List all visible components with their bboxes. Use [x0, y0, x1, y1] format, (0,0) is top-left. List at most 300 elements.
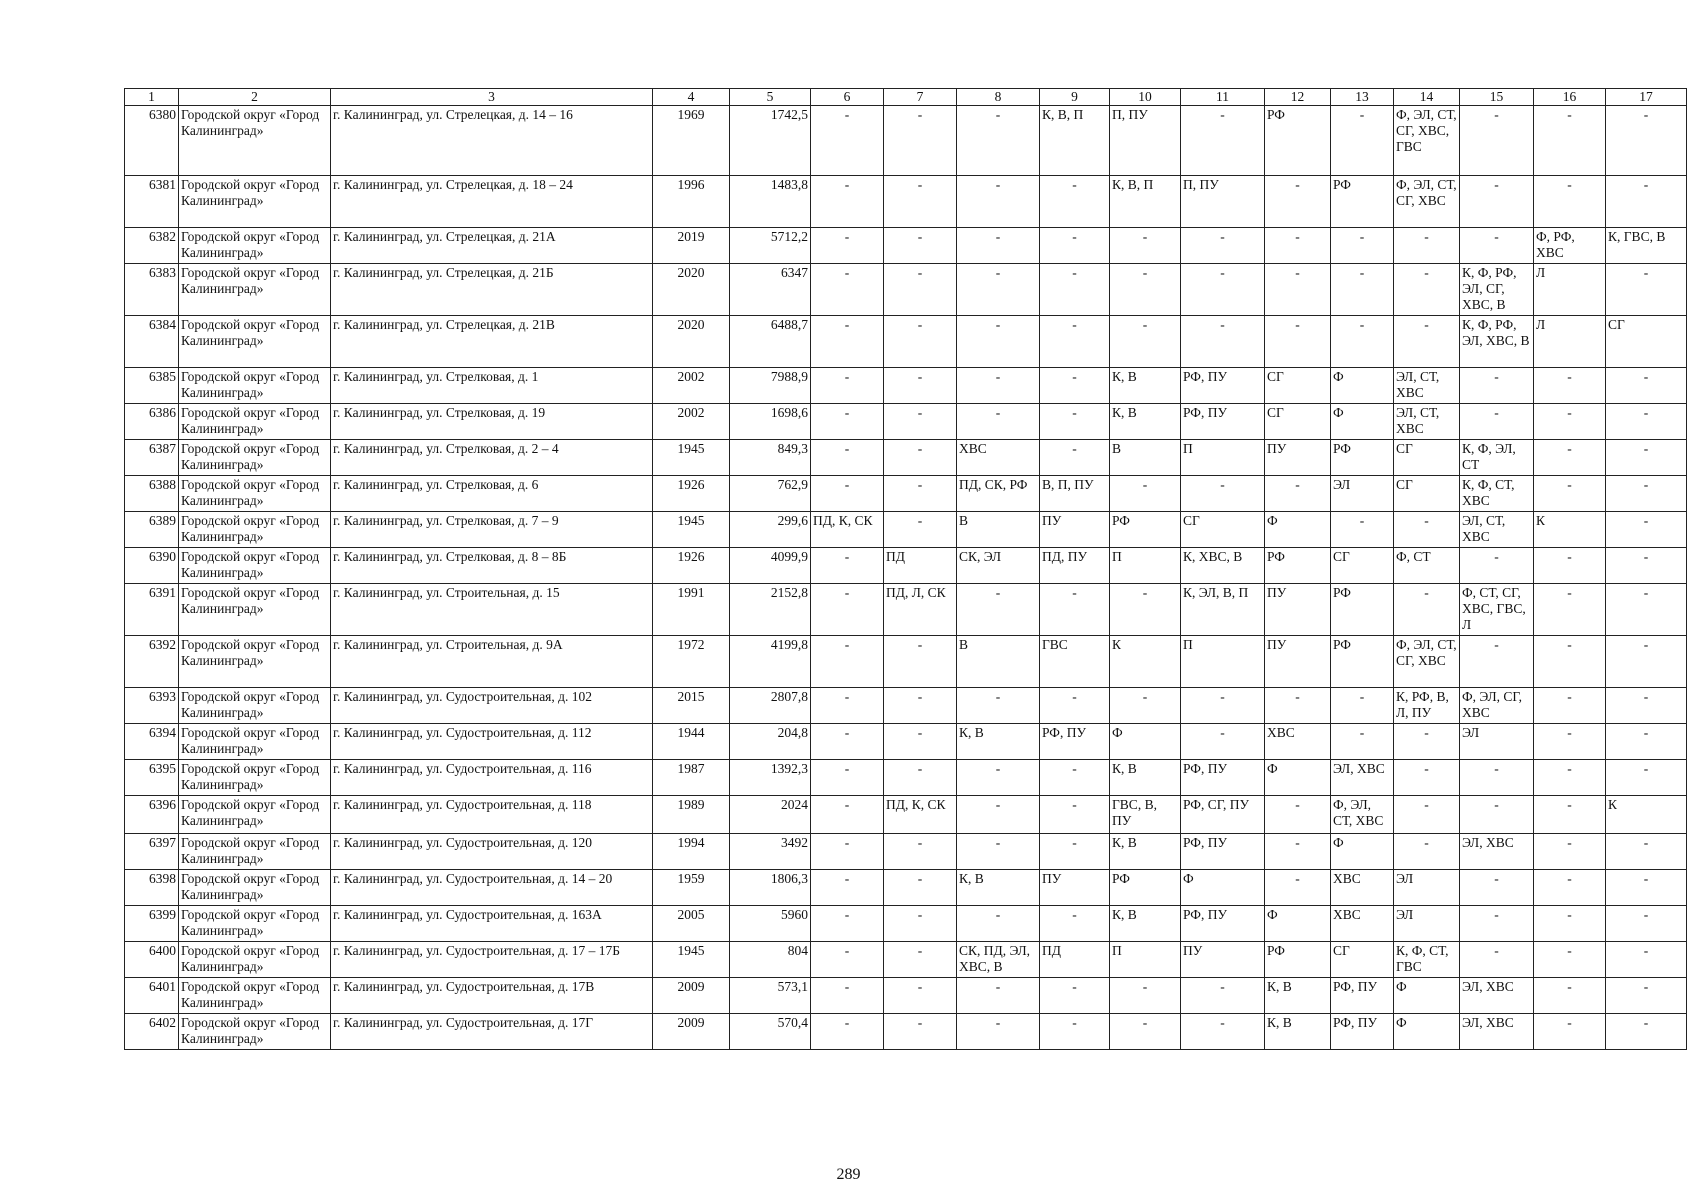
cell-col-13: РФ, ПУ [1331, 978, 1394, 1014]
cell-col-1: 6382 [125, 228, 179, 264]
cell-col-1: 6398 [125, 870, 179, 906]
cell-col-4: 1945 [653, 440, 730, 476]
cell-col-16: - [1534, 636, 1606, 688]
buildings-table [124, 88, 1687, 1050]
table-row [125, 264, 1687, 316]
cell-col-1: 6385 [125, 368, 179, 404]
cell-col-15: ЭЛ [1460, 724, 1534, 760]
cell-col-7: - [884, 476, 957, 512]
cell-col-11: - [1181, 316, 1265, 368]
cell-col-10: - [1110, 316, 1181, 368]
cell-col-6: - [811, 476, 884, 512]
cell-col-9: - [1040, 316, 1110, 368]
cell-col-8: - [957, 264, 1040, 316]
cell-col-5: 6347 [730, 264, 811, 316]
cell-col-15: - [1460, 942, 1534, 978]
cell-col-3: г. Калининград, ул. Стрелецкая, д. 21В [331, 316, 653, 368]
cell-col-5: 5712,2 [730, 228, 811, 264]
cell-col-3: г. Калининград, ул. Судостроительная, д. 14 – 20 [331, 870, 653, 906]
table-row [125, 548, 1687, 584]
cell-col-17: - [1606, 636, 1687, 688]
cell-col-14: ЭЛ [1394, 870, 1460, 906]
cell-col-2: Городской округ «Город Калининград» [179, 476, 331, 512]
cell-col-12: ПУ [1265, 636, 1331, 688]
cell-col-14: ЭЛ, СТ, ХВС [1394, 404, 1460, 440]
table-row [125, 228, 1687, 264]
cell-col-1: 6386 [125, 404, 179, 440]
cell-col-5: 2807,8 [730, 688, 811, 724]
cell-col-10: РФ [1110, 870, 1181, 906]
cell-col-10: К, В [1110, 834, 1181, 870]
cell-col-1: 6390 [125, 548, 179, 584]
cell-col-12: - [1265, 476, 1331, 512]
cell-col-15: - [1460, 176, 1534, 228]
cell-col-3: г. Калининград, ул. Судостроительная, д. 17 – 17Б [331, 942, 653, 978]
cell-col-12: ПУ [1265, 584, 1331, 636]
cell-col-3: г. Калининград, ул. Стрелецкая, д. 21А [331, 228, 653, 264]
cell-col-9: - [1040, 906, 1110, 942]
cell-col-13: - [1331, 724, 1394, 760]
column-header-9: 9 [1040, 89, 1110, 106]
cell-col-15: - [1460, 548, 1534, 584]
cell-col-6: - [811, 942, 884, 978]
cell-col-16: Ф, РФ, ХВС [1534, 228, 1606, 264]
cell-col-11: - [1181, 264, 1265, 316]
cell-col-17: - [1606, 942, 1687, 978]
cell-col-14: Ф, ЭЛ, СТ, СГ, ХВС [1394, 636, 1460, 688]
cell-col-7: ПД, Л, СК [884, 584, 957, 636]
table-row [125, 368, 1687, 404]
cell-col-15: - [1460, 106, 1534, 176]
cell-col-10: - [1110, 264, 1181, 316]
cell-col-16: - [1534, 106, 1606, 176]
cell-col-5: 573,1 [730, 978, 811, 1014]
cell-col-4: 1972 [653, 636, 730, 688]
cell-col-17: - [1606, 404, 1687, 440]
cell-col-14: ЭЛ, СТ, ХВС [1394, 368, 1460, 404]
cell-col-13: - [1331, 264, 1394, 316]
cell-col-7: - [884, 760, 957, 796]
cell-col-7: - [884, 264, 957, 316]
cell-col-3: г. Калининград, ул. Судостроительная, д. 120 [331, 834, 653, 870]
cell-col-12: Ф [1265, 906, 1331, 942]
cell-col-2: Городской округ «Город Калининград» [179, 316, 331, 368]
cell-col-11: - [1181, 688, 1265, 724]
cell-col-5: 762,9 [730, 476, 811, 512]
cell-col-5: 2152,8 [730, 584, 811, 636]
cell-col-7: - [884, 316, 957, 368]
column-header-5: 5 [730, 89, 811, 106]
cell-col-11: РФ, СГ, ПУ [1181, 796, 1265, 834]
cell-col-15: - [1460, 404, 1534, 440]
cell-col-8: - [957, 584, 1040, 636]
cell-col-13: Ф [1331, 834, 1394, 870]
cell-col-4: 2009 [653, 978, 730, 1014]
cell-col-1: 6383 [125, 264, 179, 316]
cell-col-17: - [1606, 906, 1687, 942]
table-row [125, 942, 1687, 978]
cell-col-12: - [1265, 870, 1331, 906]
cell-col-5: 1698,6 [730, 404, 811, 440]
cell-col-12: К, В [1265, 1014, 1331, 1050]
cell-col-17: - [1606, 724, 1687, 760]
cell-col-6: - [811, 228, 884, 264]
cell-col-17: - [1606, 440, 1687, 476]
cell-col-9: ПД [1040, 942, 1110, 978]
cell-col-11: РФ, ПУ [1181, 906, 1265, 942]
cell-col-13: ЭЛ [1331, 476, 1394, 512]
cell-col-9: РФ, ПУ [1040, 724, 1110, 760]
cell-col-6: - [811, 264, 884, 316]
cell-col-7: - [884, 228, 957, 264]
page-number: 289 [836, 1166, 861, 1183]
cell-col-2: Городской округ «Город Калининград» [179, 636, 331, 688]
cell-col-4: 1996 [653, 176, 730, 228]
cell-col-9: ПУ [1040, 512, 1110, 548]
cell-col-1: 6396 [125, 796, 179, 834]
cell-col-16: - [1534, 368, 1606, 404]
cell-col-7: - [884, 870, 957, 906]
cell-col-9: - [1040, 404, 1110, 440]
cell-col-4: 1944 [653, 724, 730, 760]
cell-col-6: ПД, К, СК [811, 512, 884, 548]
cell-col-13: ХВС [1331, 870, 1394, 906]
cell-col-2: Городской округ «Город Калининград» [179, 368, 331, 404]
cell-col-6: - [811, 440, 884, 476]
cell-col-9: ПД, ПУ [1040, 548, 1110, 584]
cell-col-2: Городской округ «Город Калининград» [179, 978, 331, 1014]
cell-col-16: - [1534, 584, 1606, 636]
cell-col-12: РФ [1265, 548, 1331, 584]
cell-col-6: - [811, 760, 884, 796]
cell-col-7: ПД, К, СК [884, 796, 957, 834]
cell-col-15: ЭЛ, ХВС [1460, 834, 1534, 870]
cell-col-2: Городской округ «Город Калининград» [179, 906, 331, 942]
cell-col-9: - [1040, 796, 1110, 834]
cell-col-7: - [884, 440, 957, 476]
cell-col-8: ПД, СК, РФ [957, 476, 1040, 512]
cell-col-16: - [1534, 548, 1606, 584]
cell-col-7: - [884, 368, 957, 404]
cell-col-13: РФ [1331, 584, 1394, 636]
cell-col-1: 6389 [125, 512, 179, 548]
column-header-10: 10 [1110, 89, 1181, 106]
cell-col-14: Ф [1394, 978, 1460, 1014]
cell-col-14: - [1394, 316, 1460, 368]
cell-col-12: - [1265, 688, 1331, 724]
cell-col-5: 5960 [730, 906, 811, 942]
cell-col-17: - [1606, 176, 1687, 228]
cell-col-15: К, Ф, РФ, ЭЛ, ХВС, В [1460, 316, 1534, 368]
cell-col-13: Ф [1331, 368, 1394, 404]
table-header-row [125, 89, 1687, 106]
cell-col-6: - [811, 584, 884, 636]
cell-col-3: г. Калининград, ул. Стрелецкая, д. 14 – 16 [331, 106, 653, 176]
cell-col-3: г. Калининград, ул. Судостроительная, д. 17Г [331, 1014, 653, 1050]
cell-col-12: РФ [1265, 942, 1331, 978]
table-row [125, 870, 1687, 906]
cell-col-16: - [1534, 404, 1606, 440]
cell-col-6: - [811, 978, 884, 1014]
cell-col-10: П [1110, 942, 1181, 978]
cell-col-10: К, В, П [1110, 176, 1181, 228]
cell-col-1: 6381 [125, 176, 179, 228]
cell-col-2: Городской округ «Город Калининград» [179, 1014, 331, 1050]
cell-col-14: - [1394, 264, 1460, 316]
cell-col-2: Городской округ «Город Калининград» [179, 688, 331, 724]
cell-col-17: К, ГВС, В [1606, 228, 1687, 264]
cell-col-10: П, ПУ [1110, 106, 1181, 176]
cell-col-14: СГ [1394, 440, 1460, 476]
cell-col-11: П [1181, 636, 1265, 688]
cell-col-4: 1945 [653, 942, 730, 978]
cell-col-16: - [1534, 176, 1606, 228]
cell-col-5: 570,4 [730, 1014, 811, 1050]
cell-col-4: 1987 [653, 760, 730, 796]
cell-col-9: - [1040, 368, 1110, 404]
cell-col-3: г. Калининград, ул. Стрелковая, д. 2 – 4 [331, 440, 653, 476]
cell-col-15: - [1460, 636, 1534, 688]
cell-col-4: 1959 [653, 870, 730, 906]
cell-col-5: 1483,8 [730, 176, 811, 228]
cell-col-4: 1994 [653, 834, 730, 870]
cell-col-13: ХВС [1331, 906, 1394, 942]
cell-col-16: Л [1534, 264, 1606, 316]
cell-col-7: - [884, 176, 957, 228]
column-header-6: 6 [811, 89, 884, 106]
cell-col-15: ЭЛ, ХВС [1460, 978, 1534, 1014]
cell-col-2: Городской округ «Город Калининград» [179, 404, 331, 440]
table-row [125, 688, 1687, 724]
cell-col-11: - [1181, 1014, 1265, 1050]
cell-col-16: - [1534, 942, 1606, 978]
cell-col-16: - [1534, 906, 1606, 942]
cell-col-15: ЭЛ, ХВС [1460, 1014, 1534, 1050]
cell-col-15: - [1460, 368, 1534, 404]
cell-col-6: - [811, 548, 884, 584]
cell-col-1: 6400 [125, 942, 179, 978]
cell-col-4: 2020 [653, 316, 730, 368]
cell-col-16: К [1534, 512, 1606, 548]
cell-col-12: - [1265, 796, 1331, 834]
cell-col-11: РФ, ПУ [1181, 834, 1265, 870]
cell-col-5: 1392,3 [730, 760, 811, 796]
cell-col-5: 6488,7 [730, 316, 811, 368]
cell-col-5: 3492 [730, 834, 811, 870]
cell-col-15: К, Ф, СТ, ХВС [1460, 476, 1534, 512]
cell-col-17: - [1606, 978, 1687, 1014]
cell-col-10: К, В [1110, 760, 1181, 796]
cell-col-4: 1926 [653, 548, 730, 584]
cell-col-4: 2005 [653, 906, 730, 942]
cell-col-8: В [957, 512, 1040, 548]
cell-col-14: - [1394, 512, 1460, 548]
cell-col-6: - [811, 688, 884, 724]
cell-col-5: 1742,5 [730, 106, 811, 176]
cell-col-17: - [1606, 476, 1687, 512]
table-body [125, 106, 1687, 1050]
cell-col-10: - [1110, 1014, 1181, 1050]
cell-col-6: - [811, 636, 884, 688]
cell-col-2: Городской округ «Город Калининград» [179, 760, 331, 796]
cell-col-14: К, РФ, В, Л, ПУ [1394, 688, 1460, 724]
cell-col-2: Городской округ «Город Калининград» [179, 176, 331, 228]
cell-col-9: - [1040, 1014, 1110, 1050]
cell-col-1: 6388 [125, 476, 179, 512]
cell-col-4: 2009 [653, 1014, 730, 1050]
cell-col-14: ЭЛ [1394, 906, 1460, 942]
cell-col-10: К, В [1110, 906, 1181, 942]
cell-col-8: - [957, 834, 1040, 870]
cell-col-13: - [1331, 228, 1394, 264]
cell-col-14: Ф [1394, 1014, 1460, 1050]
cell-col-8: - [957, 760, 1040, 796]
cell-col-16: - [1534, 760, 1606, 796]
cell-col-9: - [1040, 834, 1110, 870]
cell-col-14: - [1394, 834, 1460, 870]
cell-col-11: П, ПУ [1181, 176, 1265, 228]
cell-col-17: - [1606, 1014, 1687, 1050]
cell-col-14: Ф, СТ [1394, 548, 1460, 584]
table-row [125, 512, 1687, 548]
cell-col-10: - [1110, 476, 1181, 512]
cell-col-11: К, ХВС, В [1181, 548, 1265, 584]
table-row [125, 440, 1687, 476]
cell-col-6: - [811, 834, 884, 870]
cell-col-3: г. Калининград, ул. Строительная, д. 9А [331, 636, 653, 688]
cell-col-8: - [957, 1014, 1040, 1050]
cell-col-14: - [1394, 724, 1460, 760]
cell-col-6: - [811, 176, 884, 228]
column-header-7: 7 [884, 89, 957, 106]
cell-col-4: 1926 [653, 476, 730, 512]
cell-col-17: - [1606, 512, 1687, 548]
cell-col-5: 7988,9 [730, 368, 811, 404]
cell-col-14: СГ [1394, 476, 1460, 512]
cell-col-5: 804 [730, 942, 811, 978]
cell-col-17: - [1606, 548, 1687, 584]
cell-col-8: ХВС [957, 440, 1040, 476]
cell-col-7: - [884, 942, 957, 978]
cell-col-2: Городской округ «Город Калининград» [179, 942, 331, 978]
cell-col-1: 6401 [125, 978, 179, 1014]
cell-col-14: - [1394, 584, 1460, 636]
cell-col-8: - [957, 796, 1040, 834]
cell-col-3: г. Калининград, ул. Судостроительная, д. 116 [331, 760, 653, 796]
cell-col-17: - [1606, 834, 1687, 870]
cell-col-17: - [1606, 106, 1687, 176]
cell-col-8: - [957, 688, 1040, 724]
cell-col-1: 6402 [125, 1014, 179, 1050]
cell-col-8: СК, ПД, ЭЛ, ХВС, В [957, 942, 1040, 978]
cell-col-1: 6397 [125, 834, 179, 870]
cell-col-3: г. Калининград, ул. Судостроительная, д. 112 [331, 724, 653, 760]
cell-col-2: Городской округ «Город Калининград» [179, 106, 331, 176]
cell-col-14: Ф, ЭЛ, СТ, СГ, ХВС [1394, 176, 1460, 228]
cell-col-8: - [957, 404, 1040, 440]
cell-col-14: Ф, ЭЛ, СТ, СГ, ХВС, ГВС [1394, 106, 1460, 176]
cell-col-6: - [811, 316, 884, 368]
cell-col-5: 204,8 [730, 724, 811, 760]
table-row [125, 796, 1687, 834]
cell-col-12: ХВС [1265, 724, 1331, 760]
column-header-1: 1 [125, 89, 179, 106]
cell-col-12: - [1265, 264, 1331, 316]
cell-col-13: Ф, ЭЛ, СТ, ХВС [1331, 796, 1394, 834]
cell-col-6: - [811, 404, 884, 440]
cell-col-17: - [1606, 264, 1687, 316]
table-row [125, 476, 1687, 512]
cell-col-5: 4199,8 [730, 636, 811, 688]
table-row [125, 176, 1687, 228]
cell-col-1: 6394 [125, 724, 179, 760]
cell-col-10: РФ [1110, 512, 1181, 548]
cell-col-3: г. Калининград, ул. Строительная, д. 15 [331, 584, 653, 636]
cell-col-3: г. Калининград, ул. Стрелецкая, д. 18 – 24 [331, 176, 653, 228]
cell-col-10: - [1110, 688, 1181, 724]
cell-col-6: - [811, 724, 884, 760]
cell-col-8: К, В [957, 870, 1040, 906]
cell-col-9: В, П, ПУ [1040, 476, 1110, 512]
cell-col-8: - [957, 368, 1040, 404]
cell-col-3: г. Калининград, ул. Судостроительная, д. 102 [331, 688, 653, 724]
cell-col-11: РФ, ПУ [1181, 760, 1265, 796]
cell-col-4: 2002 [653, 368, 730, 404]
cell-col-11: - [1181, 106, 1265, 176]
cell-col-1: 6395 [125, 760, 179, 796]
cell-col-16: - [1534, 978, 1606, 1014]
cell-col-13: - [1331, 106, 1394, 176]
column-header-13: 13 [1331, 89, 1394, 106]
column-header-11: 11 [1181, 89, 1265, 106]
cell-col-16: - [1534, 440, 1606, 476]
cell-col-10: - [1110, 228, 1181, 264]
cell-col-9: - [1040, 760, 1110, 796]
cell-col-9: - [1040, 978, 1110, 1014]
cell-col-5: 2024 [730, 796, 811, 834]
column-header-17: 17 [1606, 89, 1687, 106]
cell-col-14: - [1394, 796, 1460, 834]
cell-col-12: - [1265, 834, 1331, 870]
cell-col-5: 849,3 [730, 440, 811, 476]
cell-col-14: К, Ф, СТ, ГВС [1394, 942, 1460, 978]
cell-col-16: - [1534, 476, 1606, 512]
cell-col-12: К, В [1265, 978, 1331, 1014]
cell-col-13: СГ [1331, 942, 1394, 978]
table-row [125, 316, 1687, 368]
cell-col-11: К, ЭЛ, В, П [1181, 584, 1265, 636]
cell-col-15: - [1460, 906, 1534, 942]
cell-col-8: - [957, 176, 1040, 228]
cell-col-13: РФ, ПУ [1331, 1014, 1394, 1050]
cell-col-8: В [957, 636, 1040, 688]
cell-col-4: 1991 [653, 584, 730, 636]
cell-col-15: Ф, СТ, СГ, ХВС, ГВС, Л [1460, 584, 1534, 636]
column-header-4: 4 [653, 89, 730, 106]
cell-col-9: ПУ [1040, 870, 1110, 906]
cell-col-9: - [1040, 440, 1110, 476]
cell-col-13: РФ [1331, 636, 1394, 688]
cell-col-5: 1806,3 [730, 870, 811, 906]
cell-col-13: ЭЛ, ХВС [1331, 760, 1394, 796]
cell-col-9: - [1040, 584, 1110, 636]
cell-col-9: ГВС [1040, 636, 1110, 688]
cell-col-11: РФ, ПУ [1181, 404, 1265, 440]
cell-col-10: - [1110, 978, 1181, 1014]
cell-col-2: Городской округ «Город Калининград» [179, 440, 331, 476]
cell-col-14: - [1394, 760, 1460, 796]
cell-col-10: ГВС, В, ПУ [1110, 796, 1181, 834]
